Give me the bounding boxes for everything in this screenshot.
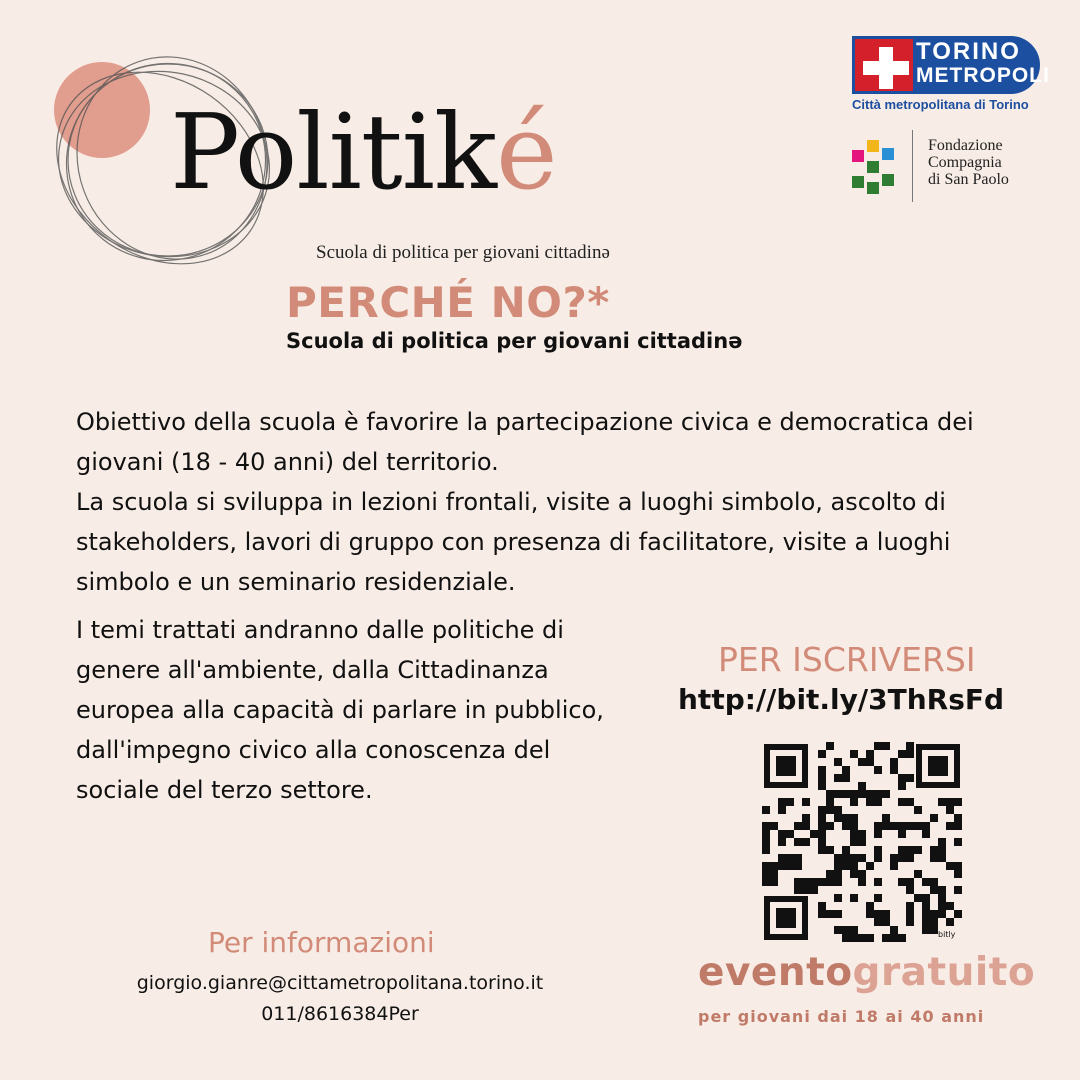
event-title [698, 950, 1035, 995]
fondazione-line3: di San Paolo [928, 171, 1009, 188]
info-phone: 011/8616384Per [261, 1003, 419, 1025]
torino-logo-box [852, 36, 1050, 94]
fondazione-logo-text [928, 137, 1009, 188]
description-paragraph-1: Obiettivo della scuola è favorire la partecipazione civica e democratica dei giovani (18 - 40 anni) del territorio. [76, 408, 974, 476]
fondazione-line1: Fondazione [928, 137, 1003, 154]
event-title-part1: evento [698, 950, 853, 995]
torino-logo-line1: TORINO [916, 38, 1021, 65]
signup-link[interactable]: http://bit.ly/3ThRsFd [678, 683, 1005, 716]
logo-tagline: Scuola di politica per giovani cittadinə [316, 242, 610, 263]
torino-logo-subtitle: Città metropolitana di Torino [852, 97, 1029, 112]
description-paragraph-2: La scuola si sviluppa in lezioni frontali, visite a luoghi simbolo, ascolto di stakeholders, lavori di gruppo con presenza di facilitatore, visite a luoghi simbolo e un seminario residenziale. [76, 488, 951, 596]
headline: PERCHÉ NO?* [286, 278, 610, 327]
qr-code-icon[interactable] [762, 742, 962, 942]
event-subtitle: per giovani dai 18 ai 40 anni [698, 1007, 985, 1026]
fondazione-line2: Compagnia [928, 154, 1002, 171]
politike-logo [170, 91, 557, 213]
info-title: Per informazioni [208, 926, 435, 959]
topics-paragraph: I temi trattati andranno dalle politiche di genere all'ambiente, dalla Cittadinanza europea alla capacità di parlare in pubblico, dall'impegno civico alla conoscenza del sociale del terzo settore. [76, 616, 604, 804]
logo-word: Politik [170, 91, 496, 213]
partner-divider [912, 130, 913, 202]
qr-brand-label: bitly [938, 930, 956, 939]
torino-shield-icon [855, 39, 913, 91]
fondazione-mark-icon [852, 140, 896, 194]
description [76, 402, 1036, 602]
torino-metropoli-logo [852, 36, 1050, 116]
subheadline: Scuola di politica per giovani cittadinə [286, 329, 743, 353]
event-title-part2: gratuito [852, 950, 1036, 995]
logo-accent-letter: é [495, 91, 557, 213]
torino-logo-line2: METROPOLI [916, 64, 1050, 87]
signup-title: PER ISCRIVERSI [718, 640, 976, 679]
info-email[interactable]: giorgio.gianre@cittametropolitana.torino.it [136, 972, 544, 994]
